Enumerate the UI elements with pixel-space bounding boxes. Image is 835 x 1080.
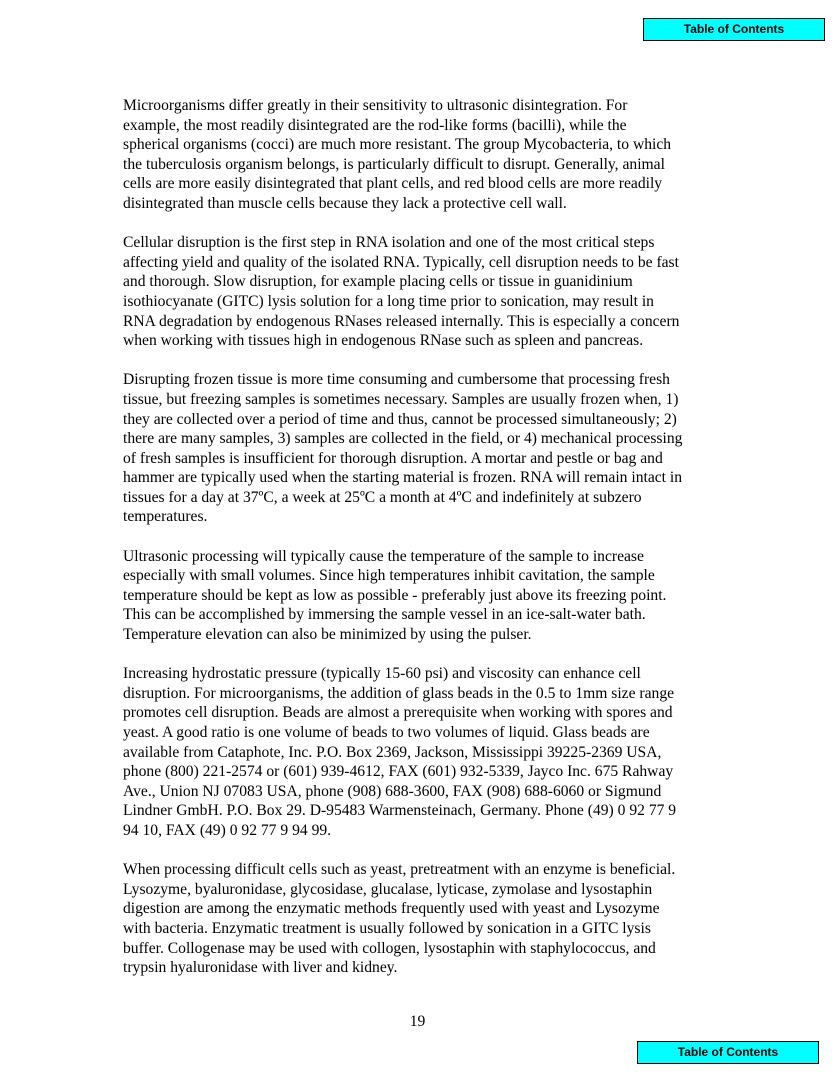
table-of-contents-link-bottom[interactable]: Table of Contents: [637, 1041, 819, 1064]
paragraph-cellular-disruption: Cellular disruption is the first step in RNA isolation and one of the most critical steps affecting yield and quality of the isolated RNA. Typically, cell disruption needs to be fast and thorough. Slow disruption, for example placing cells or tissue in guanidinium isothiocyanate (GITC) lysis solution for a long time prior to sonication, may result in RNA degradation by endogenous RNases released internally. This is especially a concern when working with tissues high in endogenous RNase such as spleen and pancreas.: [123, 234, 680, 350]
table-of-contents-link-top[interactable]: Table of Contents: [643, 18, 825, 41]
document-body: [123, 96, 715, 997]
paragraph-frozen-tissue: Disrupting frozen tissue is more time consuming and cumbersome that processing fresh tissue, but freezing samples is sometimes necessary. Samples are usually frozen when, 1) they are collected over a period of time and thus, cannot be processed simultaneously; 2) there are many samples, 3) samples are collected in the field, or 4) mechanical processing of fresh samples is insufficient for thorough disruption. A mortar and pestle or bag and hammer are typically used when the starting material is frozen. RNA will remain intact in tissues for a day at 37ºC, a week at 25ºC a month at 4ºC and indefinitely at subzero temperatures.: [123, 371, 683, 526]
paragraph-ultrasonic-sensitivity: Microorganisms differ greatly in their sensitivity to ultrasonic disintegration. For example, the most readily disintegrated are the rod-like forms (bacilli), while the spherical organisms (cocci) are much more resistant. The group Mycobacteria, to which the tuberculosis organism belongs, is particularly difficult to disrupt. Generally, animal cells are more easily disintegrated that plant cells, and red blood cells are more readily disintegrated than muscle cells because they lack a protective cell wall.: [123, 97, 672, 212]
paragraph-temperature: Ultrasonic processing will typically cause the temperature of the sample to increase especially with small volumes. Since high temperatures inhibit cavitation, the sample temperature should be kept as low as possible - preferably just above its freezing point. This can be accomplished by immersing the sample vessel in an ice-salt-water bath. Temperature elevation can also be minimized by using the pulser.: [123, 547, 667, 644]
page-number: 19: [409, 1013, 426, 1030]
paragraph-pressure-beads: Increasing hydrostatic pressure (typically 15-60 psi) and viscosity can enhance cell disruption. For microorganisms, the addition of glass beads in the 0.5 to 1mm size range promotes cell disruption. Beads are almost a prerequisite when working with spores and yeast. A good ratio is one volume of beads to two volumes of liquid. Glass beads are available from Cataphote, Inc. P.O. Box 2369, Jackson, Mississippi 39225-2369 USA, phone (800) 221-2574 or (601) 939-4612, FAX (601) 932-5339, Jayco Inc. 675 Rahway Ave., Union NJ 07083 USA, phone (908) 688-3600, FAX (908) 688-6060 or Sigmund Lindner GmbH. P.O. Box 29. D-95483 Warmensteinach, Germany. Phone (49) 0 92 77 9 94 10, FAX (49) 0 92 77 9 94 99.: [123, 665, 677, 839]
paragraph-enzyme-pretreatment: When processing difficult cells such as yeast, pretreatment with an enzyme is beneficial. Lysozyme, byaluronidase, glycosidase, glucalase, lyticase, zymolase and lysostaphin digestion are among the enzymatic methods frequently used with yeast and Lysozyme with bacteria. Enzymatic treatment is usually followed by sonication in a GITC lysis buffer. Collogenase may be used with collogen, lysostaphin with staphylococcus, and trypsin hyaluronidase with liver and kidney.: [123, 861, 676, 977]
